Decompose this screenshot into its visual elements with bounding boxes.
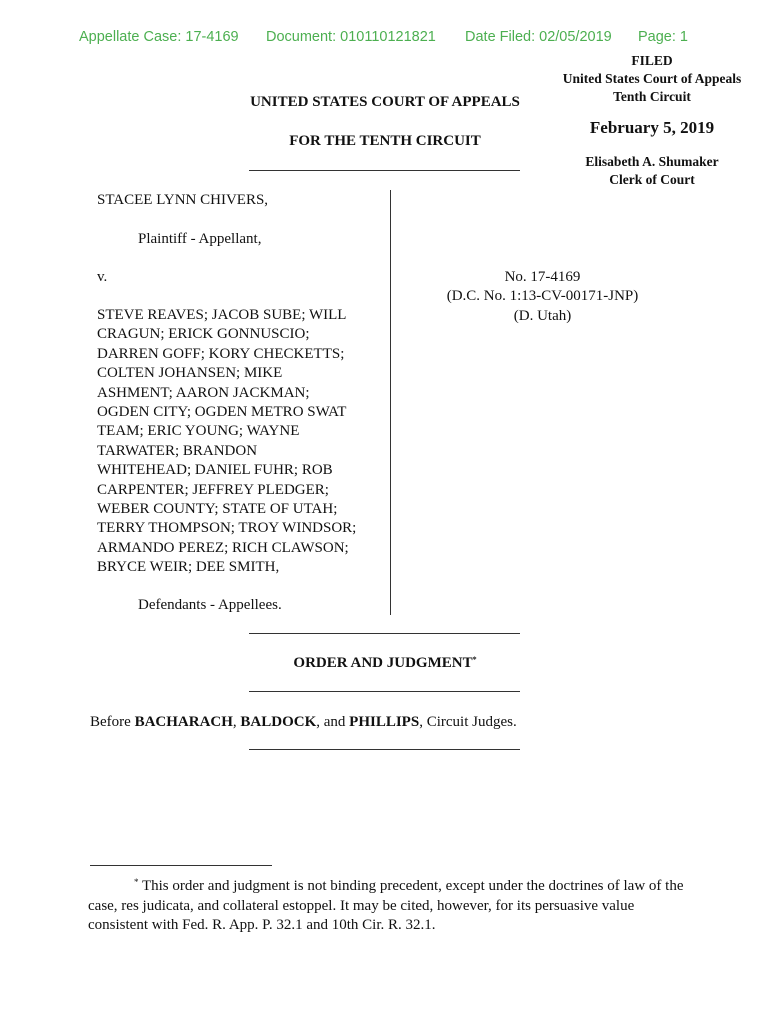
defendant-line: CARPENTER; JEFFREY PLEDGER; xyxy=(97,481,329,498)
defendant-line: COLTEN JOHANSEN; MIKE xyxy=(97,365,283,382)
order-heading xyxy=(175,655,595,672)
panel-prefix: Before xyxy=(90,714,135,730)
defendant-line: ASHMENT; AARON JACKMAN; xyxy=(97,384,310,401)
header-document-number: Document: 010110121821 xyxy=(266,29,436,45)
order-heading-text: ORDER AND JUDGMENT xyxy=(293,655,473,671)
divider-order-bottom xyxy=(249,691,520,692)
panel-suffix: , Circuit Judges. xyxy=(419,714,517,730)
footnote-text: This order and judgment is not binding precedent, except under the doctrines of law of the case, res judicata, and collateral estoppel. It may be cited, however, for its persuasive value consistent with Fed. R. App. P. 32.1 and 10th Cir. R. 32.1. xyxy=(88,878,684,933)
filed-date: February 5, 2019 xyxy=(589,118,715,137)
filed-stamp xyxy=(542,52,762,189)
defendant-role: Defendants - Appellees. xyxy=(138,597,282,613)
defendant-line: WHITEHEAD; DANIEL FUHR; ROB xyxy=(97,462,333,479)
clerk-title: Clerk of Court xyxy=(609,172,695,187)
header-case-number: Appellate Case: 17-4169 xyxy=(79,29,239,45)
panel-judges xyxy=(90,713,517,732)
panel-separator: , and xyxy=(316,714,350,730)
filed-court-line1: United States Court of Appeals xyxy=(562,71,742,86)
judge-name: BACHARACH xyxy=(134,714,233,730)
defendant-line: WEBER COUNTY; STATE OF UTAH; xyxy=(97,501,338,518)
header-page: Page: 1 xyxy=(638,29,688,45)
defendant-line: ARMANDO PEREZ; RICH CLAWSON; xyxy=(97,539,349,556)
district-case-number: (D.C. No. 1:13-CV-00171-JNP) xyxy=(446,288,639,305)
plaintiff-role: Plaintiff - Appellant, xyxy=(138,231,262,247)
footnote xyxy=(88,873,688,936)
judge-name: PHILLIPS xyxy=(349,714,420,730)
caption-divider xyxy=(390,190,391,615)
court-circuit: FOR THE TENTH CIRCUIT xyxy=(289,133,481,149)
defendant-line: TEAM; ERIC YOUNG; WAYNE xyxy=(97,423,300,440)
defendant-line: OGDEN CITY; OGDEN METRO SWAT xyxy=(97,404,347,421)
defendant-line: DARREN GOFF; KORY CHECKETTS; xyxy=(97,345,345,362)
clerk-name: Elisabeth A. Shumaker xyxy=(585,154,719,169)
defendant-line: STEVE REAVES; JACOB SUBE; WILL xyxy=(97,307,347,323)
filed-label: FILED xyxy=(631,53,673,68)
divider-top xyxy=(249,170,520,171)
divider-order-top xyxy=(249,633,520,634)
versus-label: v. xyxy=(97,269,108,285)
order-footnote-marker: * xyxy=(472,655,477,664)
header-date-filed: Date Filed: 02/05/2019 xyxy=(465,29,612,45)
defendant-line: BRYCE WEIR; DEE SMITH, xyxy=(97,559,280,576)
defendant-line: CRAGUN; ERICK GONNUSCIO; xyxy=(97,326,310,343)
judge-name: BALDOCK xyxy=(240,714,317,730)
footnote-marker: * xyxy=(134,877,139,887)
divider-panel-bottom xyxy=(249,749,520,750)
footnote-rule xyxy=(90,865,272,866)
plaintiff-name: STACEE LYNN CHIVERS, xyxy=(97,192,269,208)
court-title: UNITED STATES COURT OF APPEALS xyxy=(250,94,520,110)
district-court: (D. Utah) xyxy=(513,307,572,324)
filed-court-line2: Tenth Circuit xyxy=(613,89,691,104)
defendant-line: TARWATER; BRANDON xyxy=(97,442,258,459)
defendants-list xyxy=(97,306,387,578)
panel-separator: , xyxy=(232,714,241,730)
appeal-number: No. 17-4169 xyxy=(504,269,581,285)
defendant-line: TERRY THOMPSON; TROY WINDSOR; xyxy=(97,520,357,537)
case-numbers xyxy=(395,268,690,326)
